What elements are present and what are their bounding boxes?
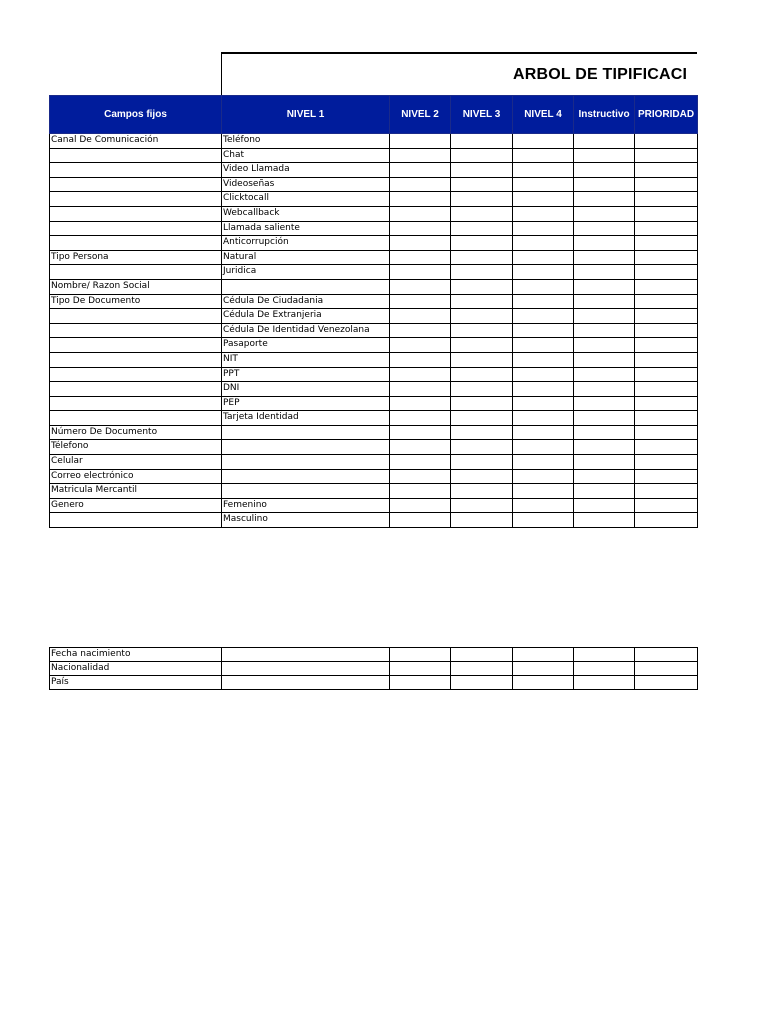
- tipification-table: [49, 95, 698, 528]
- cell-empty[interactable]: [635, 206, 698, 221]
- cell-empty[interactable]: [451, 221, 513, 236]
- cell-empty[interactable]: [574, 338, 635, 353]
- cell-empty[interactable]: [513, 134, 574, 149]
- cell-empty[interactable]: [451, 382, 513, 397]
- cell-empty[interactable]: [635, 221, 698, 236]
- cell-empty[interactable]: [574, 484, 635, 499]
- header-nivel-3: NIVEL 3: [451, 96, 513, 134]
- cell-empty[interactable]: [635, 662, 698, 676]
- cell-nivel-1[interactable]: Video Llamada: [222, 163, 390, 178]
- table-row: [50, 396, 698, 411]
- cell-nivel-1[interactable]: Tarjeta Identidad: [222, 411, 390, 426]
- cell-nivel-1[interactable]: [222, 662, 390, 676]
- cell-empty[interactable]: [451, 309, 513, 324]
- cell-nivel-1[interactable]: Webcallback: [222, 206, 390, 221]
- cell-empty[interactable]: [635, 134, 698, 149]
- cell-empty[interactable]: [513, 455, 574, 470]
- cell-nivel-1[interactable]: Anticorrupción: [222, 236, 390, 251]
- cell-empty[interactable]: [574, 221, 635, 236]
- cell-empty[interactable]: [451, 396, 513, 411]
- cell-empty[interactable]: [451, 455, 513, 470]
- cell-campo[interactable]: [50, 411, 222, 426]
- table-row: [50, 163, 698, 178]
- cell-nivel-1[interactable]: [222, 279, 390, 294]
- cell-campo[interactable]: Canal De Comunicación: [50, 134, 222, 149]
- cell-empty[interactable]: [574, 469, 635, 484]
- cell-empty[interactable]: [390, 250, 451, 265]
- cell-nivel-1[interactable]: Cédula De Ciudadania: [222, 294, 390, 309]
- cell-empty[interactable]: [574, 163, 635, 178]
- cell-empty[interactable]: [513, 250, 574, 265]
- cell-empty[interactable]: [635, 382, 698, 397]
- cell-empty[interactable]: [635, 250, 698, 265]
- cell-empty[interactable]: [635, 338, 698, 353]
- cell-empty[interactable]: [635, 163, 698, 178]
- cell-empty[interactable]: [513, 221, 574, 236]
- cell-empty[interactable]: [574, 294, 635, 309]
- cell-empty[interactable]: [635, 309, 698, 324]
- header-nivel-1: NIVEL 1: [222, 96, 390, 134]
- cell-campo[interactable]: Tipo De Documento: [50, 294, 222, 309]
- header-prioridad: PRIORIDAD: [635, 96, 698, 134]
- cell-empty[interactable]: [390, 396, 451, 411]
- table-row: [50, 323, 698, 338]
- cell-empty[interactable]: [635, 265, 698, 280]
- cell-nivel-1[interactable]: Cédula De Identidad Venezolana: [222, 323, 390, 338]
- cell-empty[interactable]: [513, 382, 574, 397]
- table-row: [50, 440, 698, 455]
- cell-empty[interactable]: [513, 279, 574, 294]
- cell-empty[interactable]: [451, 648, 513, 662]
- cell-nivel-1[interactable]: [222, 469, 390, 484]
- cell-empty[interactable]: [451, 411, 513, 426]
- cell-empty[interactable]: [574, 676, 635, 690]
- table-row: [50, 192, 698, 207]
- cell-empty[interactable]: [513, 469, 574, 484]
- cell-nivel-1[interactable]: [222, 648, 390, 662]
- cell-empty[interactable]: [513, 498, 574, 513]
- header-row: [50, 96, 698, 134]
- table-row: [50, 498, 698, 513]
- cell-nivel-1[interactable]: Pasaporte: [222, 338, 390, 353]
- cell-empty[interactable]: [635, 148, 698, 163]
- cell-empty[interactable]: [390, 177, 451, 192]
- cell-campo[interactable]: [50, 513, 222, 528]
- cell-empty[interactable]: [390, 513, 451, 528]
- cell-empty[interactable]: [513, 352, 574, 367]
- cell-empty[interactable]: [390, 352, 451, 367]
- cell-empty[interactable]: [451, 163, 513, 178]
- cell-empty[interactable]: [635, 411, 698, 426]
- cell-empty[interactable]: [390, 221, 451, 236]
- cell-empty[interactable]: [635, 396, 698, 411]
- cell-empty[interactable]: [390, 294, 451, 309]
- cell-empty[interactable]: [513, 367, 574, 382]
- table-row: [50, 338, 698, 353]
- header-nivel-4: NIVEL 4: [513, 96, 574, 134]
- cell-nivel-1[interactable]: PPT: [222, 367, 390, 382]
- cell-empty[interactable]: [451, 206, 513, 221]
- cell-empty[interactable]: [574, 396, 635, 411]
- cell-empty[interactable]: [635, 484, 698, 499]
- cell-empty[interactable]: [451, 498, 513, 513]
- cell-empty[interactable]: [390, 382, 451, 397]
- cell-empty[interactable]: [451, 662, 513, 676]
- cell-empty[interactable]: [635, 279, 698, 294]
- cell-empty[interactable]: [513, 513, 574, 528]
- cell-empty[interactable]: [574, 382, 635, 397]
- cell-empty[interactable]: [390, 676, 451, 690]
- cell-nivel-1[interactable]: Clicktocall: [222, 192, 390, 207]
- cell-campo[interactable]: [50, 309, 222, 324]
- cell-empty[interactable]: [574, 279, 635, 294]
- cell-campo[interactable]: Télefono: [50, 440, 222, 455]
- table-row: [50, 265, 698, 280]
- cell-empty[interactable]: [513, 294, 574, 309]
- cell-nivel-1[interactable]: Masculino: [222, 513, 390, 528]
- cell-empty[interactable]: [513, 323, 574, 338]
- cell-empty[interactable]: [451, 425, 513, 440]
- cell-empty[interactable]: [513, 425, 574, 440]
- cell-empty[interactable]: [390, 425, 451, 440]
- cell-campo[interactable]: [50, 221, 222, 236]
- table-row: [50, 309, 698, 324]
- extra-fields-table: [49, 647, 698, 690]
- cell-empty[interactable]: [451, 294, 513, 309]
- cell-empty[interactable]: [390, 206, 451, 221]
- cell-campo[interactable]: Matricula Mercantil: [50, 484, 222, 499]
- table-row: [50, 425, 698, 440]
- cell-empty[interactable]: [451, 367, 513, 382]
- table-row: [50, 469, 698, 484]
- cell-nivel-1[interactable]: DNI: [222, 382, 390, 397]
- cell-empty[interactable]: [390, 662, 451, 676]
- cell-empty[interactable]: [574, 148, 635, 163]
- cell-empty[interactable]: [451, 352, 513, 367]
- cell-empty[interactable]: [513, 676, 574, 690]
- cell-campo[interactable]: País: [50, 676, 222, 690]
- cell-empty[interactable]: [513, 206, 574, 221]
- cell-empty[interactable]: [513, 338, 574, 353]
- table-row: [50, 279, 698, 294]
- cell-empty[interactable]: [574, 134, 635, 149]
- cell-empty[interactable]: [390, 323, 451, 338]
- cell-empty[interactable]: [635, 498, 698, 513]
- cell-campo[interactable]: [50, 367, 222, 382]
- cell-campo[interactable]: [50, 163, 222, 178]
- table-row: [50, 382, 698, 397]
- cell-empty[interactable]: [451, 265, 513, 280]
- cell-empty[interactable]: [390, 648, 451, 662]
- cell-empty[interactable]: [574, 309, 635, 324]
- cell-empty[interactable]: [513, 484, 574, 499]
- cell-empty[interactable]: [513, 177, 574, 192]
- cell-campo[interactable]: [50, 338, 222, 353]
- cell-empty[interactable]: [513, 662, 574, 676]
- header-campos-fijos: Campos fijos: [50, 96, 222, 134]
- cell-empty[interactable]: [390, 411, 451, 426]
- cell-nivel-1[interactable]: Cédula De Extranjeria: [222, 309, 390, 324]
- cell-campo[interactable]: Nacionalidad: [50, 662, 222, 676]
- cell-empty[interactable]: [574, 265, 635, 280]
- cell-empty[interactable]: [451, 484, 513, 499]
- cell-empty[interactable]: [390, 192, 451, 207]
- cell-campo[interactable]: [50, 192, 222, 207]
- cell-empty[interactable]: [390, 455, 451, 470]
- cell-empty[interactable]: [451, 279, 513, 294]
- cell-empty[interactable]: [635, 676, 698, 690]
- table-row: [50, 676, 698, 690]
- cell-nivel-1[interactable]: [222, 440, 390, 455]
- cell-campo[interactable]: [50, 148, 222, 163]
- cell-empty[interactable]: [390, 163, 451, 178]
- cell-empty[interactable]: [635, 440, 698, 455]
- cell-empty[interactable]: [635, 425, 698, 440]
- table-row: [50, 206, 698, 221]
- table-row: [50, 484, 698, 499]
- table-row: [50, 294, 698, 309]
- cell-empty[interactable]: [513, 148, 574, 163]
- table-row: [50, 177, 698, 192]
- cell-empty[interactable]: [635, 513, 698, 528]
- table-row: [50, 662, 698, 676]
- cell-empty[interactable]: [390, 279, 451, 294]
- cell-nivel-1[interactable]: [222, 455, 390, 470]
- cell-nivel-1[interactable]: [222, 425, 390, 440]
- cell-empty[interactable]: [451, 134, 513, 149]
- cell-empty[interactable]: [451, 250, 513, 265]
- cell-nivel-1[interactable]: Natural: [222, 250, 390, 265]
- cell-empty[interactable]: [574, 250, 635, 265]
- cell-empty[interactable]: [574, 440, 635, 455]
- table-row: [50, 236, 698, 251]
- table-row: [50, 411, 698, 426]
- table-row: [50, 221, 698, 236]
- cell-empty[interactable]: [513, 411, 574, 426]
- cell-empty[interactable]: [574, 455, 635, 470]
- cell-empty[interactable]: [451, 323, 513, 338]
- cell-empty[interactable]: [513, 309, 574, 324]
- cell-empty[interactable]: [390, 148, 451, 163]
- cell-empty[interactable]: [390, 309, 451, 324]
- cell-empty[interactable]: [574, 177, 635, 192]
- cell-empty[interactable]: [574, 323, 635, 338]
- cell-empty[interactable]: [390, 469, 451, 484]
- cell-campo[interactable]: Celular: [50, 455, 222, 470]
- table-row: [50, 134, 698, 149]
- cell-empty[interactable]: [574, 411, 635, 426]
- cell-campo[interactable]: Genero: [50, 498, 222, 513]
- cell-empty[interactable]: [451, 148, 513, 163]
- cell-nivel-1[interactable]: Femenino: [222, 498, 390, 513]
- cell-empty[interactable]: [574, 236, 635, 251]
- cell-empty[interactable]: [513, 163, 574, 178]
- cell-empty[interactable]: [451, 676, 513, 690]
- cell-nivel-1[interactable]: NIT: [222, 352, 390, 367]
- table-row: [50, 367, 698, 382]
- table-row: [50, 455, 698, 470]
- cell-empty[interactable]: [513, 440, 574, 455]
- cell-empty[interactable]: [574, 662, 635, 676]
- cell-empty[interactable]: [390, 265, 451, 280]
- cell-empty[interactable]: [635, 323, 698, 338]
- cell-empty[interactable]: [574, 648, 635, 662]
- cell-empty[interactable]: [635, 294, 698, 309]
- cell-empty[interactable]: [390, 236, 451, 251]
- cell-empty[interactable]: [635, 455, 698, 470]
- cell-empty[interactable]: [513, 192, 574, 207]
- cell-empty[interactable]: [451, 469, 513, 484]
- cell-empty[interactable]: [390, 338, 451, 353]
- cell-empty[interactable]: [574, 425, 635, 440]
- cell-empty[interactable]: [451, 236, 513, 251]
- cell-empty[interactable]: [635, 648, 698, 662]
- cell-empty[interactable]: [574, 192, 635, 207]
- table-row: [50, 352, 698, 367]
- title-box: [221, 52, 697, 95]
- cell-empty[interactable]: [574, 352, 635, 367]
- cell-campo[interactable]: Número De Documento: [50, 425, 222, 440]
- cell-empty[interactable]: [513, 236, 574, 251]
- cell-campo[interactable]: [50, 396, 222, 411]
- cell-empty[interactable]: [451, 338, 513, 353]
- cell-empty[interactable]: [390, 440, 451, 455]
- cell-empty[interactable]: [451, 192, 513, 207]
- table-row: [50, 250, 698, 265]
- cell-nivel-1[interactable]: Juridica: [222, 265, 390, 280]
- cell-empty[interactable]: [574, 206, 635, 221]
- sheet-title: ARBOL DE TIPIFICACI: [513, 66, 688, 83]
- cell-empty[interactable]: [635, 192, 698, 207]
- cell-campo[interactable]: Tipo Persona: [50, 250, 222, 265]
- cell-campo[interactable]: Correo electrónico: [50, 469, 222, 484]
- cell-nivel-1[interactable]: Chat: [222, 148, 390, 163]
- cell-empty[interactable]: [390, 498, 451, 513]
- cell-nivel-1[interactable]: Llamada saliente: [222, 221, 390, 236]
- cell-campo[interactable]: [50, 177, 222, 192]
- cell-empty[interactable]: [451, 440, 513, 455]
- cell-empty[interactable]: [635, 469, 698, 484]
- header-nivel-2: NIVEL 2: [390, 96, 451, 134]
- cell-campo[interactable]: Nombre/ Razon Social: [50, 279, 222, 294]
- table-row: [50, 148, 698, 163]
- cell-campo[interactable]: [50, 323, 222, 338]
- cell-empty[interactable]: [451, 177, 513, 192]
- cell-campo[interactable]: [50, 265, 222, 280]
- cell-nivel-1[interactable]: PEP: [222, 396, 390, 411]
- cell-empty[interactable]: [635, 367, 698, 382]
- cell-empty[interactable]: [574, 367, 635, 382]
- cell-nivel-1[interactable]: Teléfono: [222, 134, 390, 149]
- header-instructivo: Instructivo: [574, 96, 635, 134]
- table-row: [50, 513, 698, 528]
- table-row: [50, 648, 698, 662]
- cell-empty[interactable]: [390, 484, 451, 499]
- cell-empty[interactable]: [513, 265, 574, 280]
- cell-campo[interactable]: [50, 352, 222, 367]
- cell-campo[interactable]: [50, 382, 222, 397]
- cell-nivel-1[interactable]: Videoseñas: [222, 177, 390, 192]
- cell-campo[interactable]: [50, 236, 222, 251]
- cell-empty[interactable]: [635, 177, 698, 192]
- cell-empty[interactable]: [390, 134, 451, 149]
- cell-empty[interactable]: [574, 498, 635, 513]
- cell-empty[interactable]: [513, 648, 574, 662]
- cell-empty[interactable]: [635, 236, 698, 251]
- cell-empty[interactable]: [574, 513, 635, 528]
- cell-empty[interactable]: [390, 367, 451, 382]
- cell-campo[interactable]: [50, 206, 222, 221]
- cell-nivel-1[interactable]: [222, 676, 390, 690]
- cell-nivel-1[interactable]: [222, 484, 390, 499]
- cell-empty[interactable]: [635, 352, 698, 367]
- cell-campo[interactable]: Fecha nacimiento: [50, 648, 222, 662]
- cell-empty[interactable]: [513, 396, 574, 411]
- cell-empty[interactable]: [451, 513, 513, 528]
